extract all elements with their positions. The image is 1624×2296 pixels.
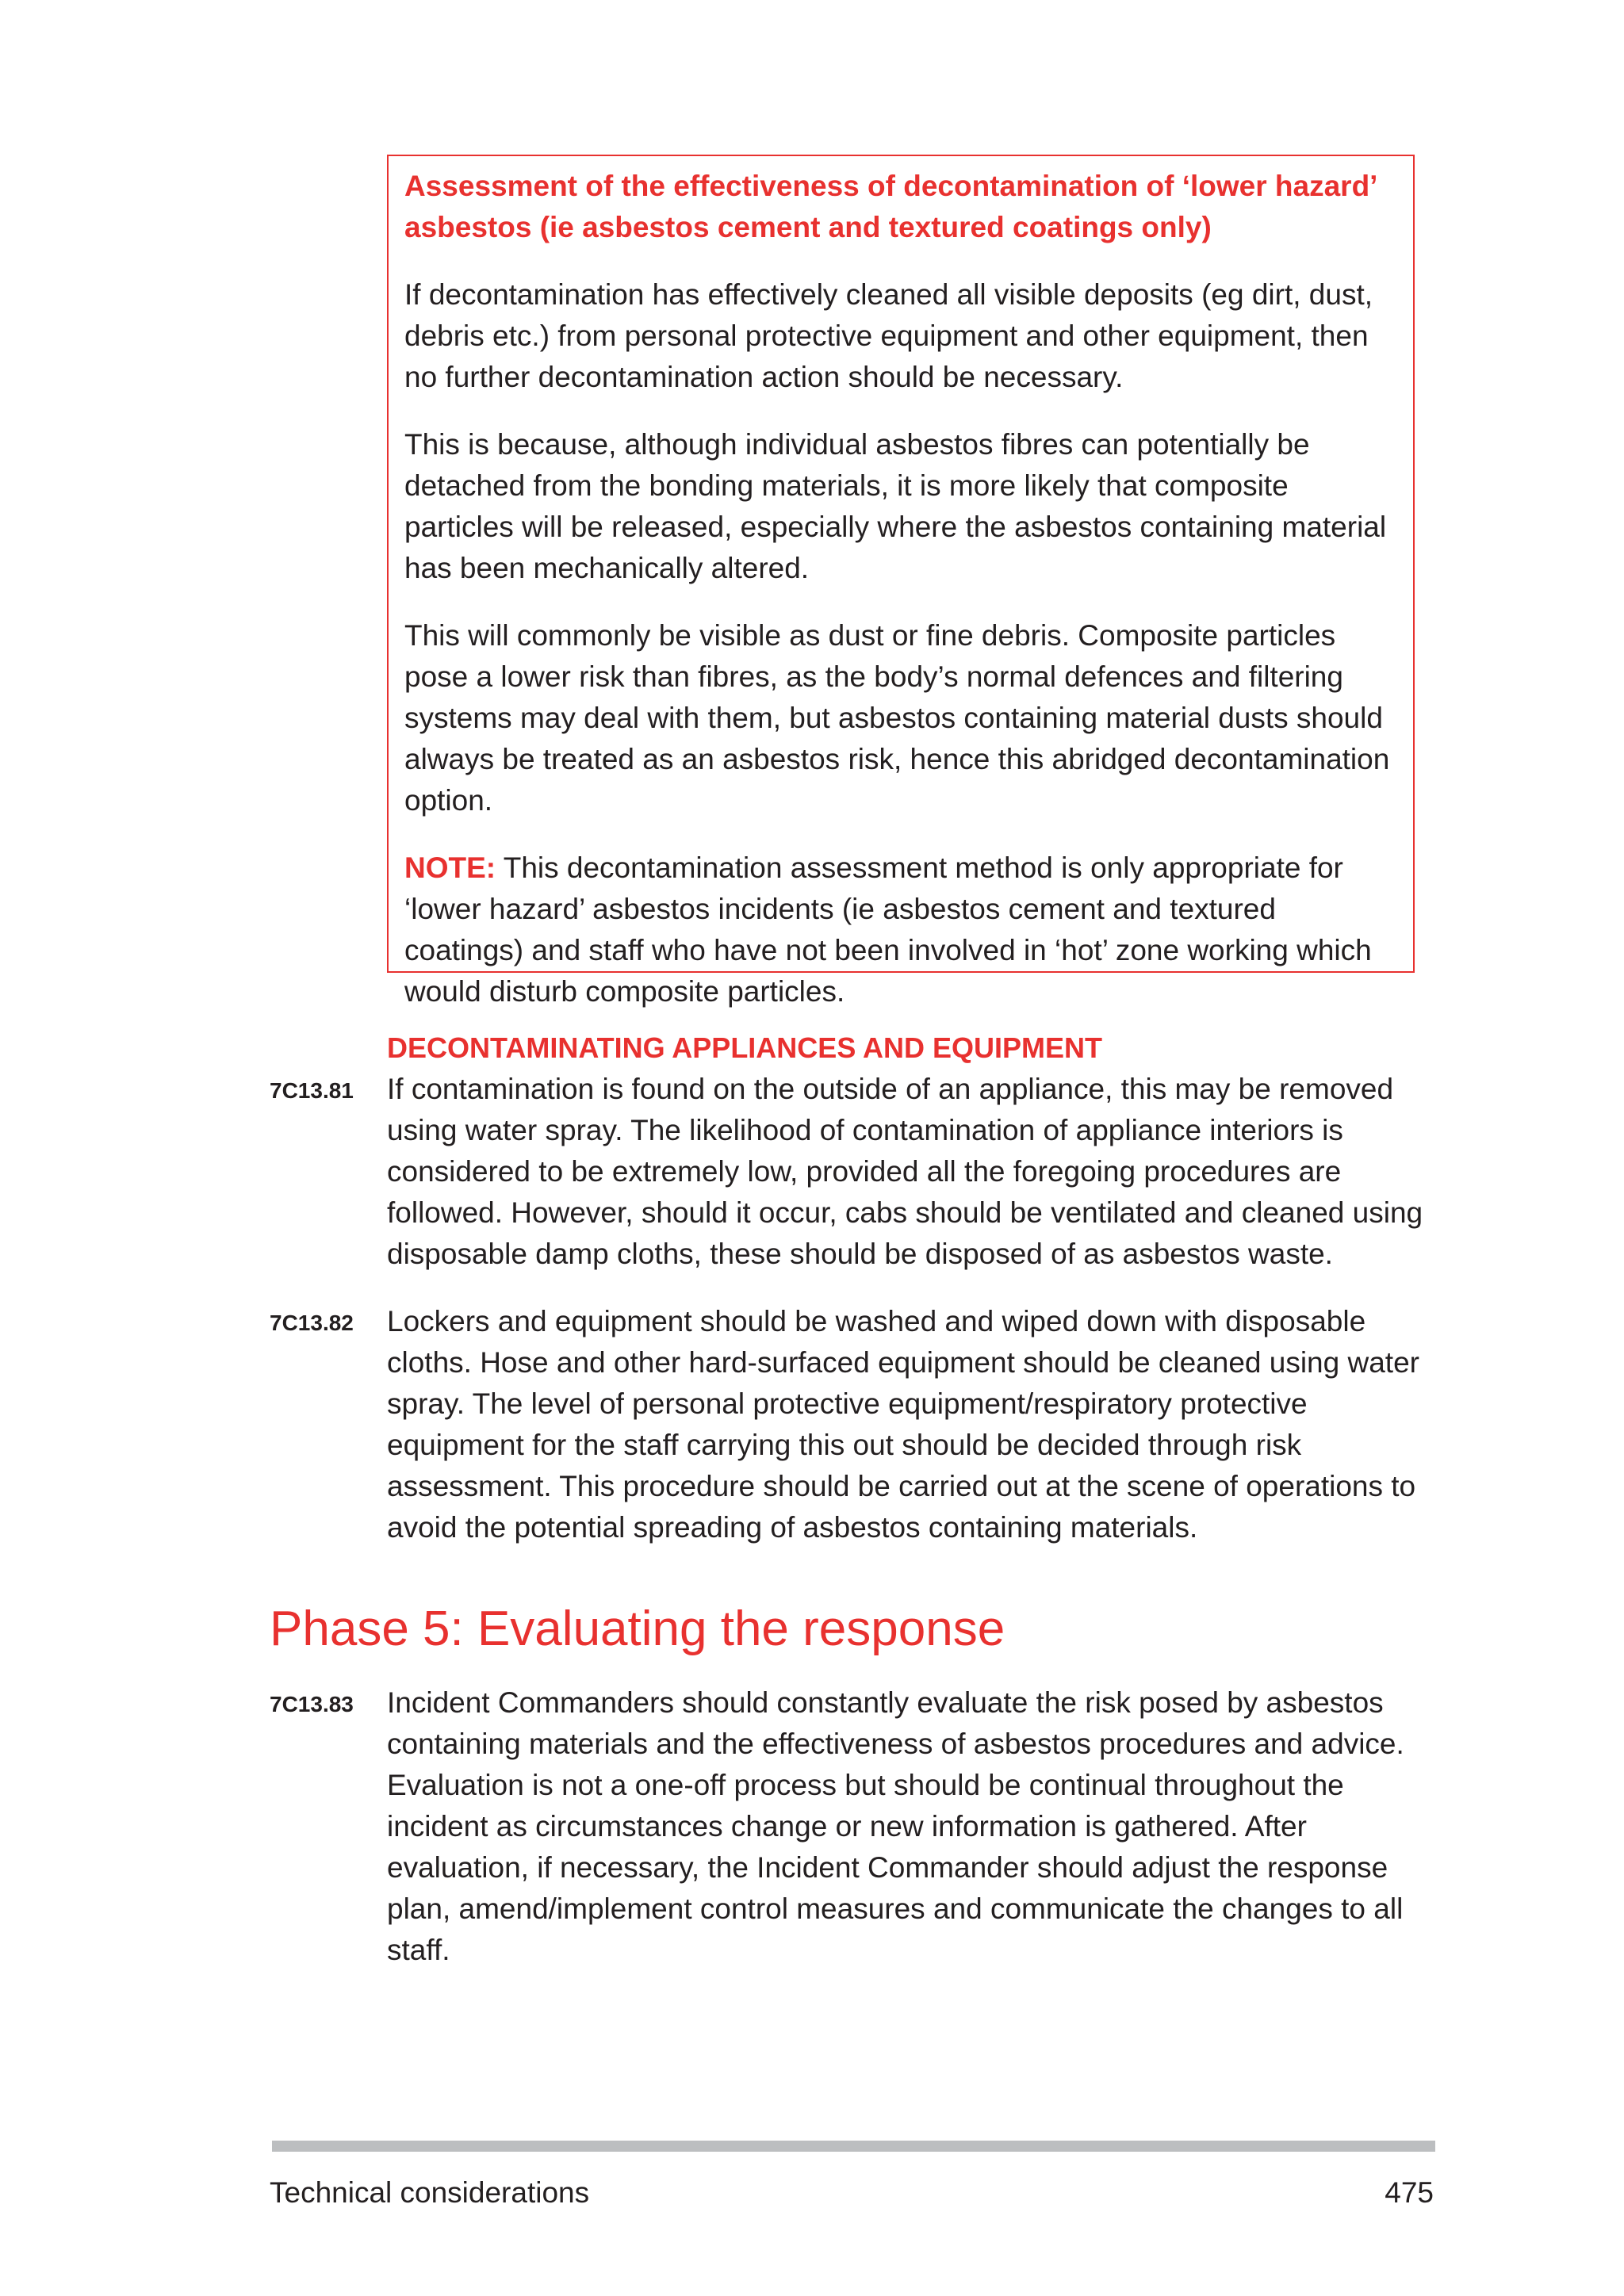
paragraph-text: If contamination is found on the outside of an appliance, this may be removed using water spray. The likelihood of contamination of appliance interiors is considered to be extremely low, provided all the foregoing procedures are followed. However, should it occur, cabs should be ventilated and cleaned using disposable damp cloths, these should be disposed of as asbestos waste.	[387, 1073, 1423, 1270]
footer-divider	[272, 2141, 1435, 2152]
section-subheading: DECONTAMINATING APPLIANCES AND EQUIPMENT	[387, 1031, 1103, 1064]
footer-section-title: Technical considerations	[270, 2176, 590, 2209]
paragraph-text: Lockers and equipment should be washed and wiped down with disposable cloths. Hose and other hard-surfaced equipment should be cleaned using water spray. The level of personal protective equipment/respiratory protective equipment for the staff carrying this out should be decided through risk assessment. This procedure should be carried out at the scene of operations to avoid the potential spreading of asbestos containing materials.	[387, 1305, 1419, 1544]
note-label: NOTE:	[404, 851, 496, 884]
page-number: 475	[1385, 2176, 1434, 2209]
callout-paragraph: If decontamination has effectively cleaned all visible deposits (eg dirt, dust, debris etc.) from personal protective equipment and other equipment, then no further decontamination action should be necessary.	[404, 278, 1373, 393]
paragraph-text: Incident Commanders should constantly evaluate the risk posed by asbestos containing materials and the effectiveness of asbestos procedures and advice. Evaluation is not a one-off process but should be continual throughout the incident as circumstances change or new information is gathered. After evaluation, if necessary, the Incident Commander should adjust the response plan, amend/implement control measures and communicate the changes to all staff.	[387, 1686, 1404, 1966]
assessment-callout-box	[387, 155, 1415, 1008]
callout-note	[404, 848, 1392, 1012]
paragraph-number: 7C13.81	[270, 1078, 354, 1103]
paragraph-number: 7C13.82	[270, 1311, 354, 1335]
callout-paragraph: This will commonly be visible as dust or fine debris. Composite particles pose a lower risk than fibres, as the body’s normal defences and filtering systems may deal with them, but asbestos containing material dusts should always be treated as an asbestos risk, hence this abridged decontamination option.	[404, 619, 1390, 817]
callout-paragraph: This is because, although individual asbestos fibres can potentially be detached from the bonding materials, it is more likely that composite particles will be released, especially where the asbestos containing material has been mechanically altered.	[404, 428, 1387, 584]
phase-heading: Phase 5: Evaluating the response	[270, 1601, 1005, 1656]
note-text: This decontamination assessment method is only appropriate for ‘lower hazard’ asbestos incidents (ie asbestos cement and textured coatings) and staff who have not been involved in ‘hot’ zone working which would disturb composite particles.	[404, 851, 1372, 1008]
callout-title: Assessment of the effectiveness of decontamination of ‘lower hazard’ asbestos (ie asbestos cement and textured coatings only)	[404, 170, 1377, 243]
paragraph-number: 7C13.83	[270, 1692, 354, 1716]
